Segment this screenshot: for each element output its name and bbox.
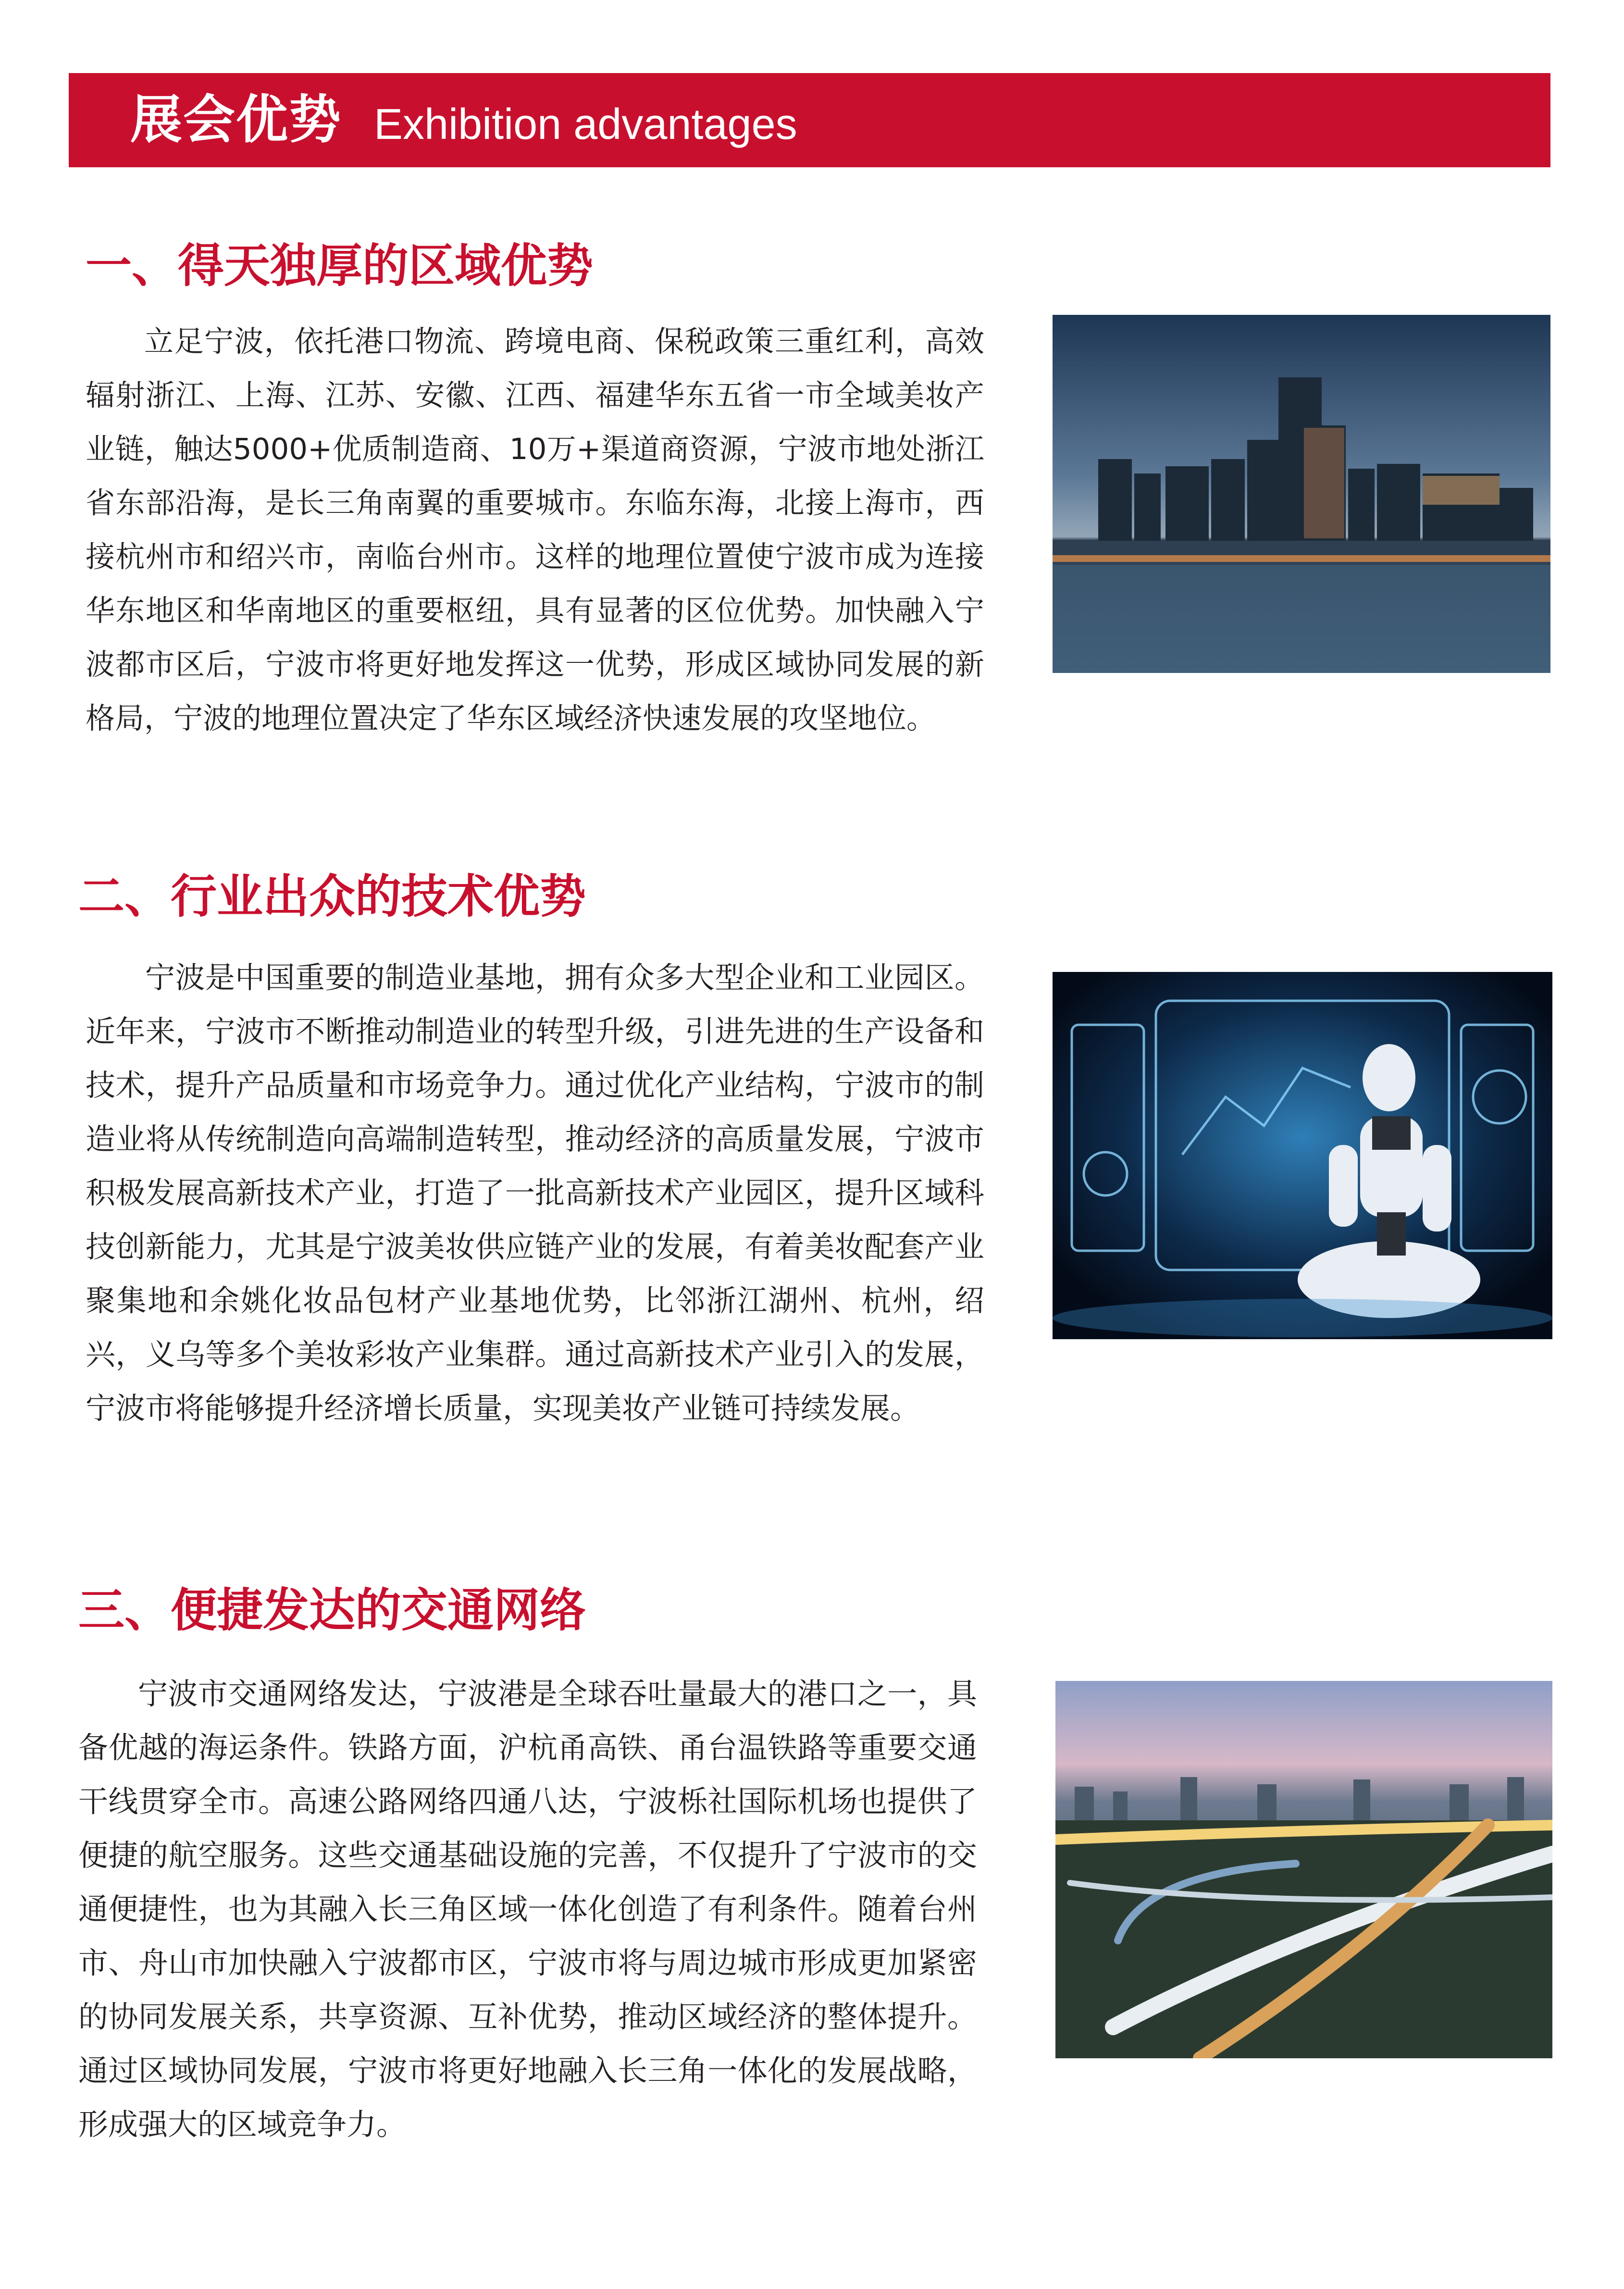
page-subtitle: Exhibition advantages bbox=[374, 100, 797, 149]
page-title: 展会优势 bbox=[130, 90, 342, 150]
highway-photo bbox=[1055, 1681, 1552, 2058]
city-skyline-photo bbox=[1053, 315, 1550, 673]
city-skyline-image bbox=[1053, 315, 1550, 673]
section-body-technology: 宁波是中国重要的制造业基地，拥有众多大型企业和工业园区。近年来，宁波市不断推动制造业的转型升级，引进先进的生产设备和技术，提升产品质量和市场竞争力。通过优化产业结构，宁波市的制造业将从传统制造向高端制造转型，推动经济的高质量发展，宁波市积极发展高新技术产业，打造了一批高新技术产业园区，提升区域科技创新能力，尤其是宁波美妆供应链产业的发展，有着美妆配套产业聚集地和余姚化妆品包材产业基地优势，比邻浙江湖州、杭州，绍兴，义乌等多个美妆彩妆产业集群。通过高新技术产业引入的发展，宁波市将能够提升经济增长质量，实现美妆产业链可持续发展。 bbox=[86, 960, 984, 1426]
section-title-regional: 一、得天独厚的区域优势 bbox=[86, 239, 593, 293]
section-body-regional: 立足宁波，依托港口物流、跨境电商、保税政策三重红利，高效辐射浙江、上海、江苏、安徽、江西、福建华东五省一市全域美妆产业链，触达5000+优质制造商、10万+渠道商资源，宁波市地处浙江省东部沿海，是长三角南翼的重要城市。东临东海，北接上海市，西接杭州市和绍兴市，南临台州市。这样的地理位置使宁波市成为连接华东地区和华南地区的重要枢纽，具有显著的区位优势。加快融入宁波都市区后，宁波市将更好地发挥这一优势，形成区域协同发展的新格局，宁波的地理位置决定了华东区域经济快速发展的攻坚地位。 bbox=[86, 324, 984, 735]
robot-image bbox=[1053, 972, 1552, 1339]
highway-image bbox=[1055, 1681, 1552, 2058]
header-banner bbox=[69, 73, 1550, 167]
robot-photo bbox=[1053, 972, 1552, 1339]
section-body-transport: 宁波市交通网络发达，宁波港是全球吞吐量最大的港口之一，具备优越的海运条件。铁路方面，沪杭甬高铁、甬台温铁路等重要交通干线贯穿全市。高速公路网络四通八达，宁波栎社国际机场也提供了便捷的航空服务。这些交通基础设施的完善，不仅提升了宁波市的交通便捷性，也为其融入长三角区域一体化创造了有利条件。随着台州市、舟山市加快融入宁波都市区，宁波市将与周边城市形成更加紧密的协同发展关系，共享资源、互补优势，推动区域经济的整体提升。通过区域协同发展，宁波市将更好地融入长三角一体化的发展战略，形成强大的区域竞争力。 bbox=[78, 1676, 977, 2142]
section-title-transport: 三、便捷发达的交通网络 bbox=[78, 1583, 586, 1637]
section-title-technology: 二、行业出众的技术优势 bbox=[78, 870, 586, 923]
